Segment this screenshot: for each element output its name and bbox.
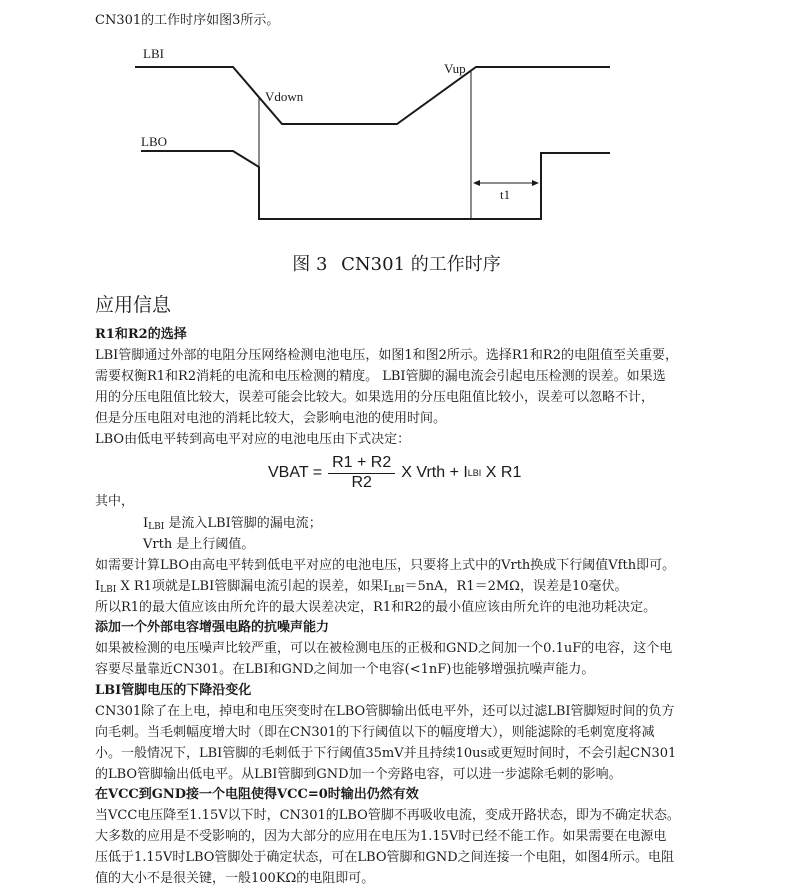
intro-text: CN301的工作时序如图3所示。 [95,13,280,28]
paragraph-line: 所以R1的最大值应该由所允许的最大误差决定，R1和R2的最小值应该由所允许的电池功耗决定。 [95,600,657,615]
paragraph-line: 压低于1.15V时LBO管脚处于确定状态，可在LBO管脚和GND之间连接一个电阻，如图4所示。电阻 [95,850,674,865]
t1-arrow-left-head [473,180,480,186]
figure-number: 图 3 [292,254,328,275]
formula-lhs: VBAT = [268,464,323,481]
subsection-capacitor-title: 添加一个外部电容增强电路的抗噪声能力 [95,620,330,635]
paragraph-line: 的LBO管脚输出低电平。从LBI管脚到GND加一个旁路电容，可以进一步滤除毛刺的影响。 [95,767,622,782]
paragraph-line: 如需要计算LBO由高电平转到低电平对应的电池电压，只要将上式中的Vrth换成下行阈值Vfth即可。 [95,558,676,573]
lbo-label: LBO [141,134,167,149]
paragraph-line: 容要尽量靠近CN301。在LBI和GND之间加一个电容(<1nF)也能够增强抗噪声能力。 [95,662,595,677]
paragraph-line: 但是分压电阻对电池的消耗比较大，会影响电池的使用时间。 [95,411,447,426]
paragraph-line: 如果被检测的电压噪声比较严重，可以在被检测电压的正极和GND之间加一个0.1uF的电容，这个电 [95,641,673,656]
definition-vrth: Vrth 是上行阈值。 [143,537,255,552]
paragraph-line: 向毛刺。当毛刺幅度增大时（即在CN301的下行阈值以下的幅度增大），则能滤除的毛刺宽度将减 [95,725,655,740]
paragraph-line: 用的分压电阻值比较大，误差可能会比较大。如果选用的分压电阻值比较小，误差可以忽略不计， [95,390,655,405]
paragraph-line: 需要权衡R1和R2消耗的电流和电压检测的精度。 LBI管脚的漏电流会引起电压检测的误差。如果选 [95,369,666,384]
paragraph-line: CN301除了在上电，掉电和电压突变时在LBO管脚输出低电平外，还可以过滤LBI管脚短时间的负方 [95,704,675,719]
subsection-vcc-resistor-title: 在VCC到GND接一个电阻使得VCC=0时输出仍然有效 [95,787,419,802]
figure-caption [0,250,793,276]
subsection-r1r2-title: R1和R2的选择 [95,327,187,342]
lbi-waveform [135,67,610,124]
formula-fraction [328,454,395,492]
formula-denominator: R2 [351,474,372,491]
t1-label: t1 [500,187,511,202]
lbi-label: LBI [143,46,164,61]
section-title: 应用信息 [95,294,172,316]
vup-label: Vup [444,61,466,76]
paragraph-line-error: $I_{LBI}$ X R1项就是LBI管脚漏电流引起的误差，如果$I_{LBI}=5nA$，R1＝2MΩ，误差是10毫伏。 [95,579,628,595]
vdown-label: Vdown [265,89,304,104]
paragraph-line: 小。一般情况下，LBI管脚的毛刺低于下行阈值35mV并且持续10us或更短时间时，不会引起CN301 [95,746,677,761]
t1-arrow-right-head [532,180,539,186]
vbat-formula [268,454,521,492]
timing-diagram [0,0,793,250]
paragraph-line: LBI管脚通过外部的电阻分压网络检测电池电压，如图1和图2所示。选择R1和R2的电阻值至关重要， [95,348,678,363]
paragraph-line: 值的大小不是很关键，一般100KΩ的电阻即可。 [95,871,375,886]
lbo-waveform [141,151,610,219]
formula-end: X R1 [485,464,522,481]
formula-numerator: R1 + R2 [328,454,395,474]
subsection-falling-edge-title: LBI管脚电压的下降沿变化 [95,683,252,698]
paragraph-line: LBO由低电平转到高电平对应的电池电压由下式决定： [95,432,411,447]
paragraph-line: 大多数的应用是不受影响的，因为大部分的应用在电压为1.15V时已经不能工作。如果需要在电源电 [95,829,667,844]
paragraph-line: 当VCC电压降至1.15V以下时，CN301的LBO管脚不再吸收电流，变成开路状态，即为不确定状态。 [95,808,680,823]
figure-title: CN301 的工作时序 [341,254,501,275]
formula-mid: X Vrth + I [401,464,468,481]
where-text: 其中， [95,494,135,509]
definition-ilbi: $I_{LBI}$ 是流入LBI管脚的漏电流； [143,516,322,532]
formula-sub: LBI [467,468,482,478]
